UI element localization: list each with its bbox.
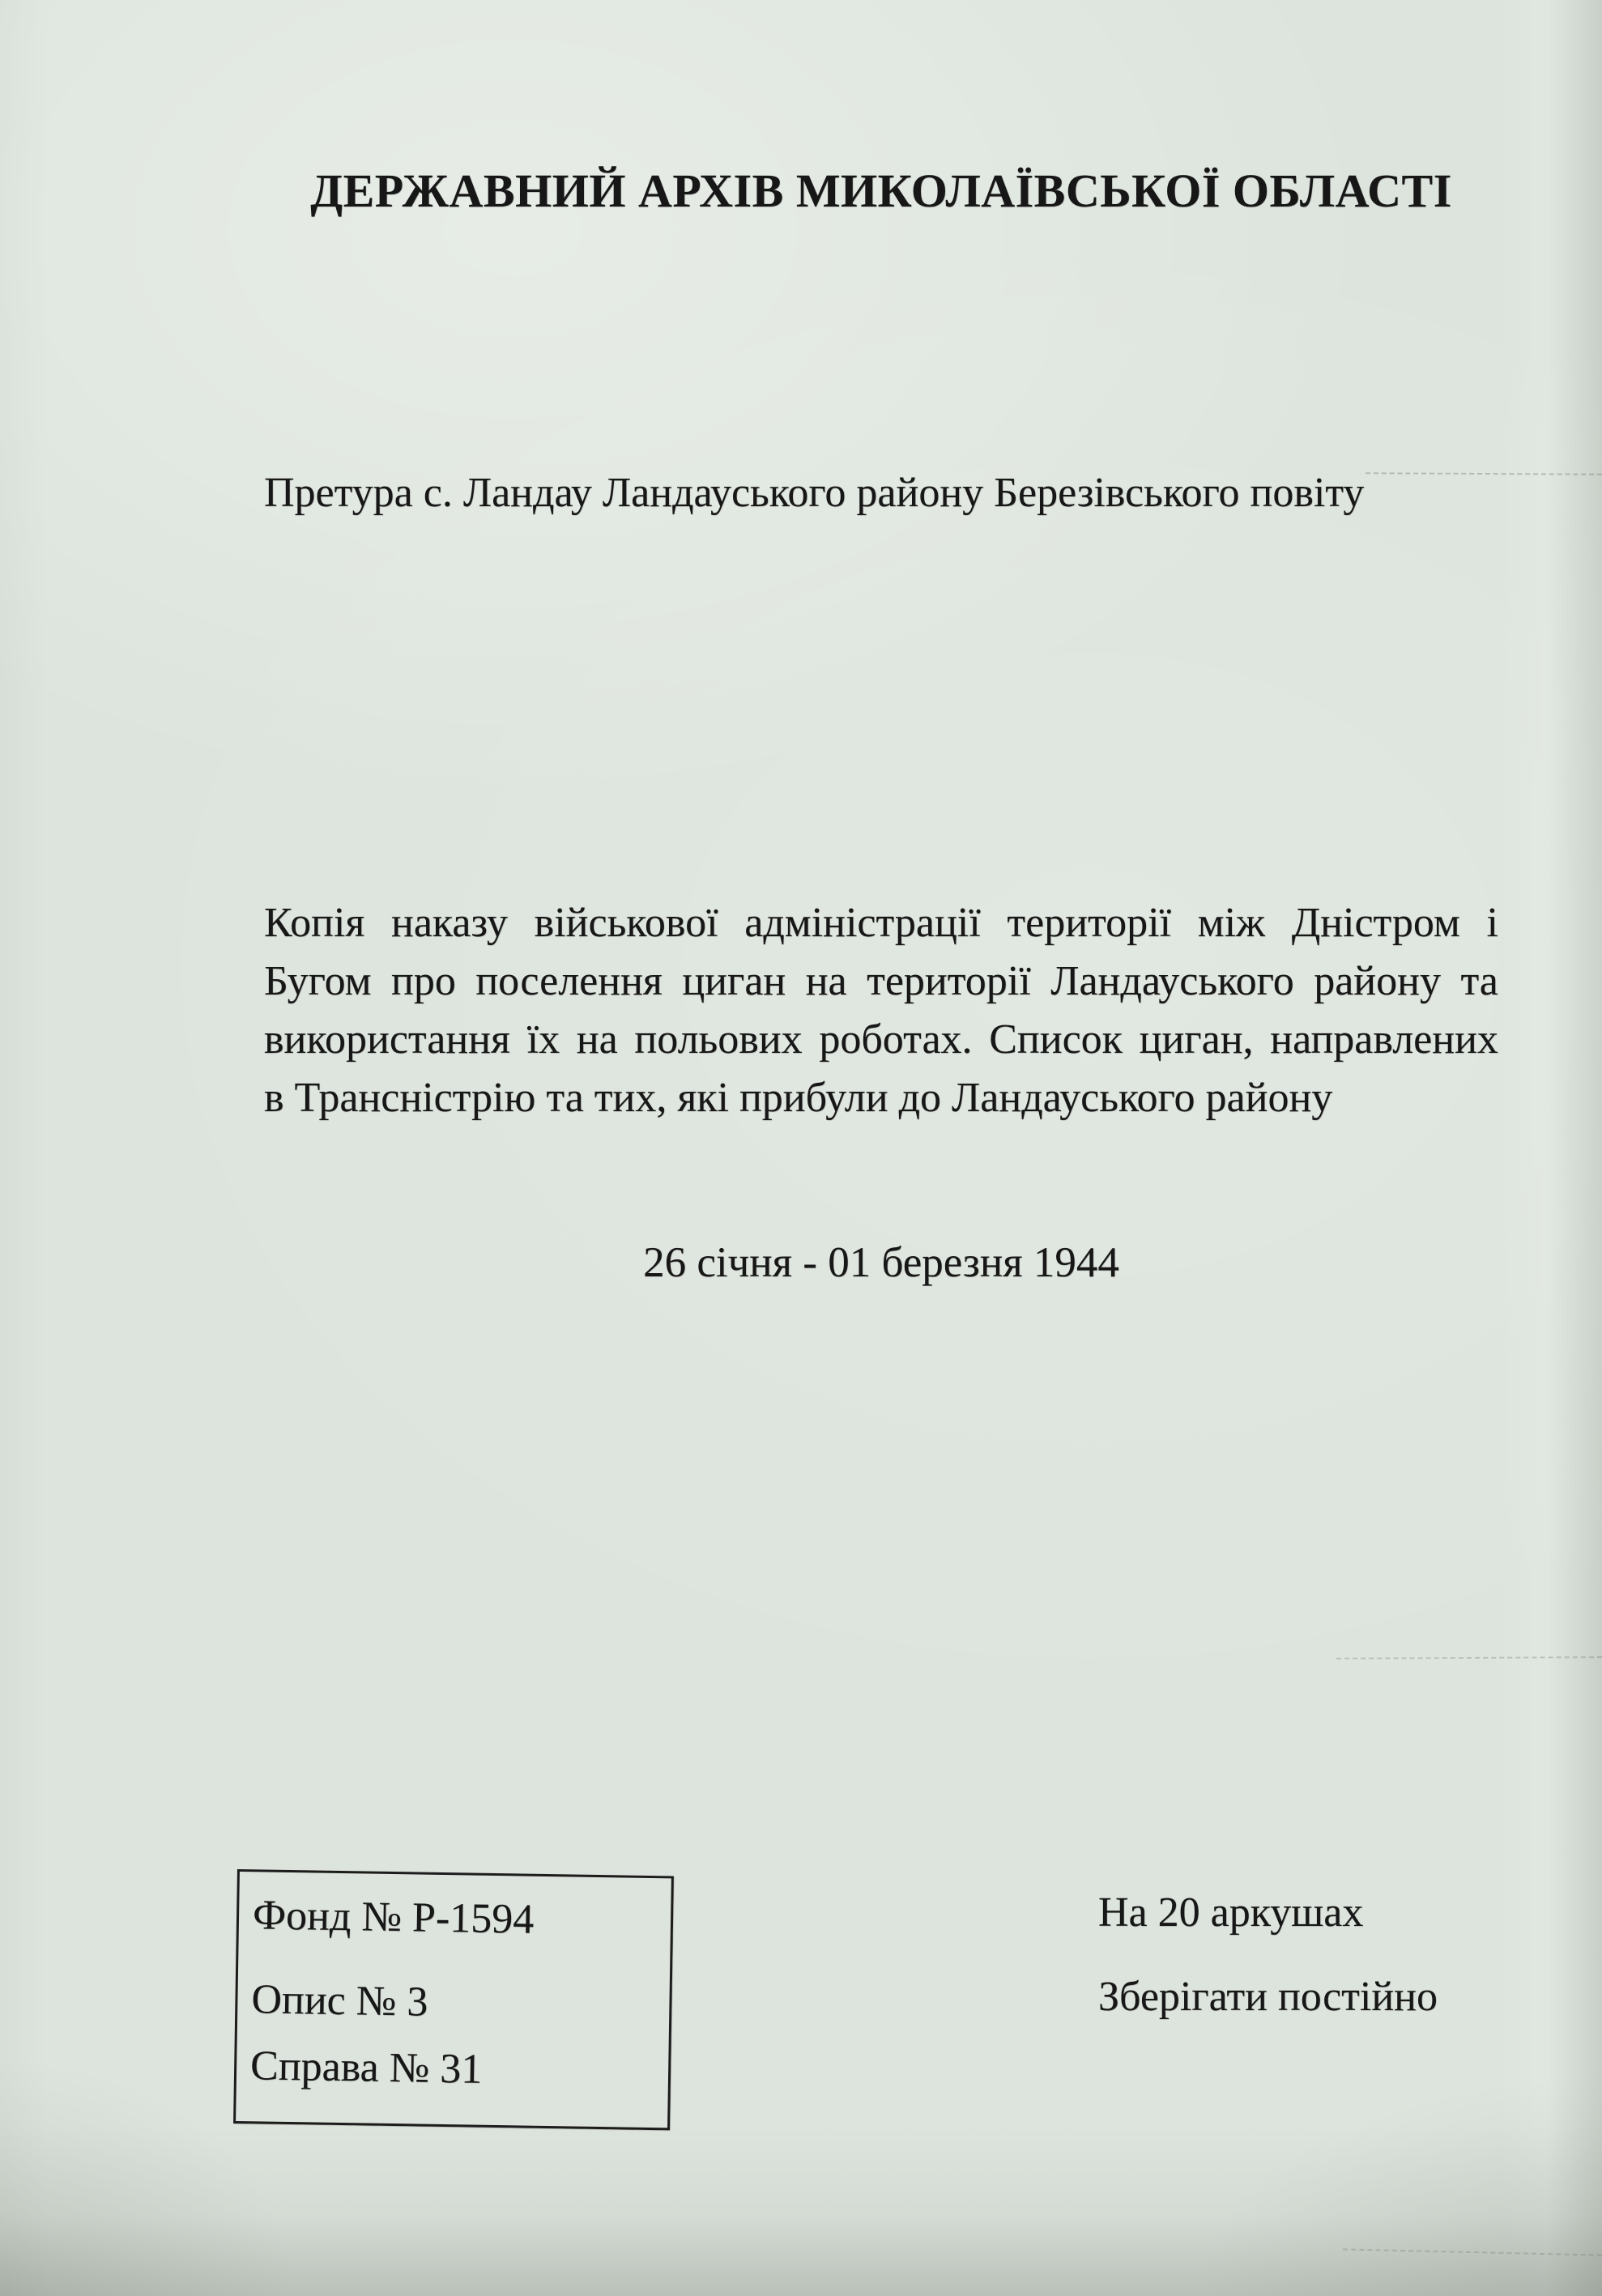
paper-crease-line	[1343, 2248, 1602, 2256]
case-description	[264, 894, 1498, 1127]
fond-number: Фонд № Р-1594	[252, 1892, 535, 1943]
archive-title: ДЕРЖАВНИЙ АРХІВ МИКОЛАЇВСЬКОЇ ОБЛАСТІ	[310, 164, 1452, 217]
retention-note: Зберігати постійно	[1098, 1974, 1438, 2020]
date-range: 26 січня - 01 березня 1944	[643, 1239, 1119, 1286]
paper-crease-line	[1366, 472, 1602, 475]
description-line-2: Бугом про поселення циган на території Ландауського району та	[264, 958, 1498, 1004]
sheets-count-note: На 20 аркушах	[1098, 1889, 1364, 1936]
paper-crease-line	[1336, 1656, 1602, 1659]
fond-creator-line: Претура с. Ландау Ландауського району Березівського повіту	[264, 470, 1365, 516]
description-line-3: використання їх на польових роботах. Список циган, направлених	[264, 1016, 1498, 1063]
description-line-4: в Трансністрію та тих, які прибули до Ландауського району	[264, 1075, 1333, 1121]
description-line-1: Копія наказу військової адміністрації території між Дністром і	[264, 900, 1498, 946]
opys-number: Опис № 3	[251, 1976, 428, 2026]
sprava-number: Справа № 31	[249, 2043, 483, 2093]
archive-reference-box	[233, 1869, 674, 2130]
